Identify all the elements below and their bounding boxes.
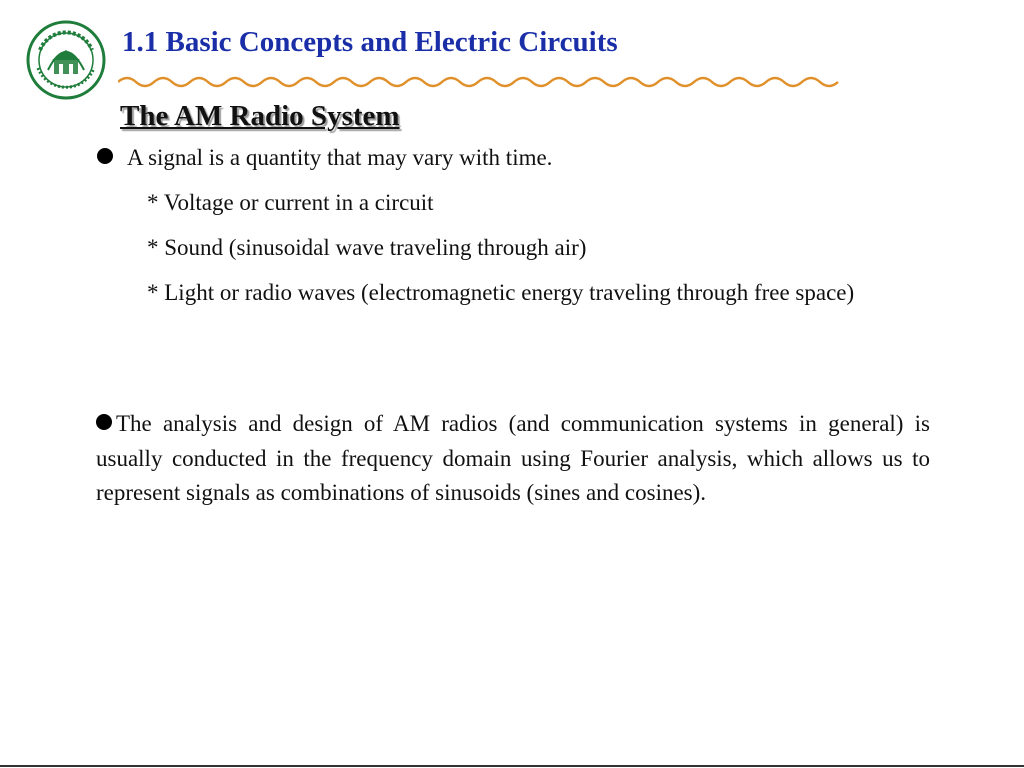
bullet-2 (96, 407, 930, 511)
slide-subtitle: The AM Radio System (120, 100, 400, 132)
decorative-wave-divider (118, 72, 846, 92)
bottom-divider (0, 765, 1024, 767)
bullet-dot-icon (97, 148, 113, 164)
bullet-2-text: The analysis and design of AM radios (and communication systems in general) is usually conducted in the frequency domain using Fourier analysis, which allows us to represent signals as combinations of sinusoids (sines and cosines). (96, 411, 930, 505)
bullet-1 (97, 145, 552, 171)
sub-item-light: * Light or radio waves (electromagnetic energy traveling through free space) (147, 280, 855, 305)
sub-item-voltage: * Voltage or current in a circuit (147, 190, 434, 215)
university-logo-icon (26, 20, 106, 100)
slide-title: 1.1 Basic Concepts and Electric Circuits (122, 26, 618, 58)
bullet-dot-icon (96, 414, 112, 430)
sub-item-sound: * Sound (sinusoidal wave traveling through air) (147, 235, 587, 260)
bullet-1-text: A signal is a quantity that may vary with time. (127, 145, 553, 170)
